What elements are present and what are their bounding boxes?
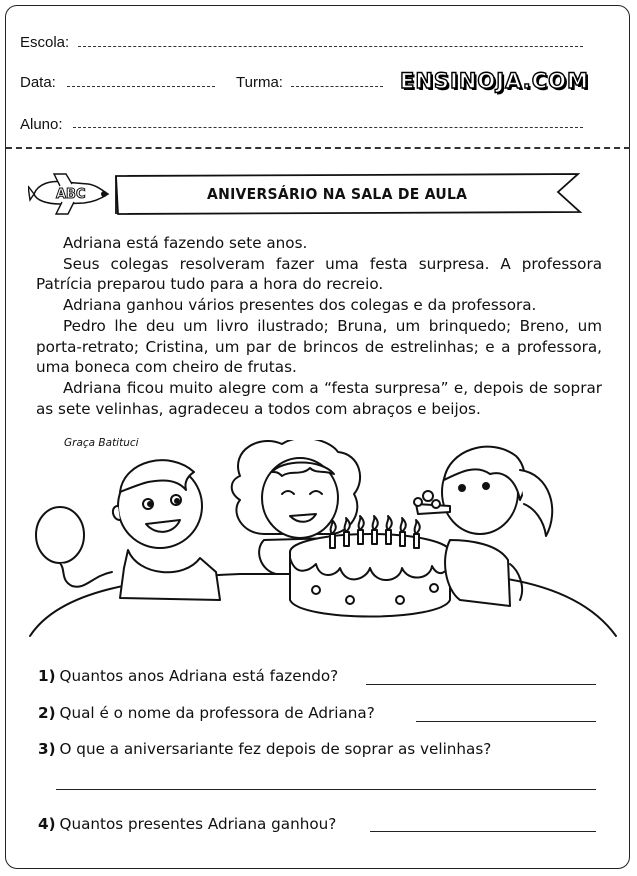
question-text: Quantos presentes Adriana ganhou? [59,815,337,833]
escola-field[interactable] [78,46,583,47]
answer-line-4[interactable] [370,831,596,832]
airplane-icon [28,174,108,214]
story-text [36,233,602,419]
turma-field[interactable] [291,86,383,87]
question-number: 1) [38,667,56,685]
balloon-icon [36,507,112,587]
question-number: 4) [38,815,56,833]
story-paragraph: Seus colegas resolveram fazer uma festa surpresa. A professora Patrícia preparou tudo para a hora do recreio. [36,254,602,294]
question-number: 3) [38,740,56,758]
answer-line-3[interactable] [56,789,596,790]
escola-label: Escola: [20,34,70,51]
aluno-label: Aluno: [20,116,63,133]
turma-label: Turma: [236,74,283,91]
ensinoja-logo: ENSINOJA.COM [400,69,589,93]
author-credit: Graça Batituci [64,437,139,449]
question-text: Quantos anos Adriana está fazendo? [59,667,339,685]
page-title: ANIVERSÁRIO NA SALA DE AULA [207,185,468,203]
story-paragraph: Adriana ganhou vários presentes dos colegas e da professora. [63,296,537,315]
question-text: O que a aniversariante fez depois de soprar as velinhas? [59,740,492,758]
birthday-illustration [20,440,620,645]
question-number: 2) [38,704,56,722]
story-paragraph: Adriana ficou muito alegre com a “festa surpresa” e, depois de soprar as sete velinhas, agradeceu a todos com abraços e beijos. [36,378,602,418]
story-paragraph: Pedro lhe deu um livro ilustrado; Bruna, um brinquedo; Breno, um porta-retrato; Cristina, um par de brincos de estrelinhas; e a professora, uma boneca com cheiro de frutas. [36,316,602,377]
story-paragraph: Adriana está fazendo sete anos. [63,234,308,252]
answer-line-1[interactable] [366,684,596,685]
question-4 [38,815,336,833]
question-text: Qual é o nome da professora de Adriana? [59,704,375,722]
abc-badge-text: ABC [56,187,86,202]
question-2 [38,704,375,722]
question-1 [38,667,338,685]
data-field[interactable] [67,86,215,87]
answer-line-2[interactable] [416,721,596,722]
boy-figure [113,460,220,600]
aluno-field[interactable] [73,127,583,128]
cut-line-divider [6,147,630,149]
question-3 [38,740,491,758]
cake-icon [290,534,450,617]
data-label: Data: [20,74,56,91]
